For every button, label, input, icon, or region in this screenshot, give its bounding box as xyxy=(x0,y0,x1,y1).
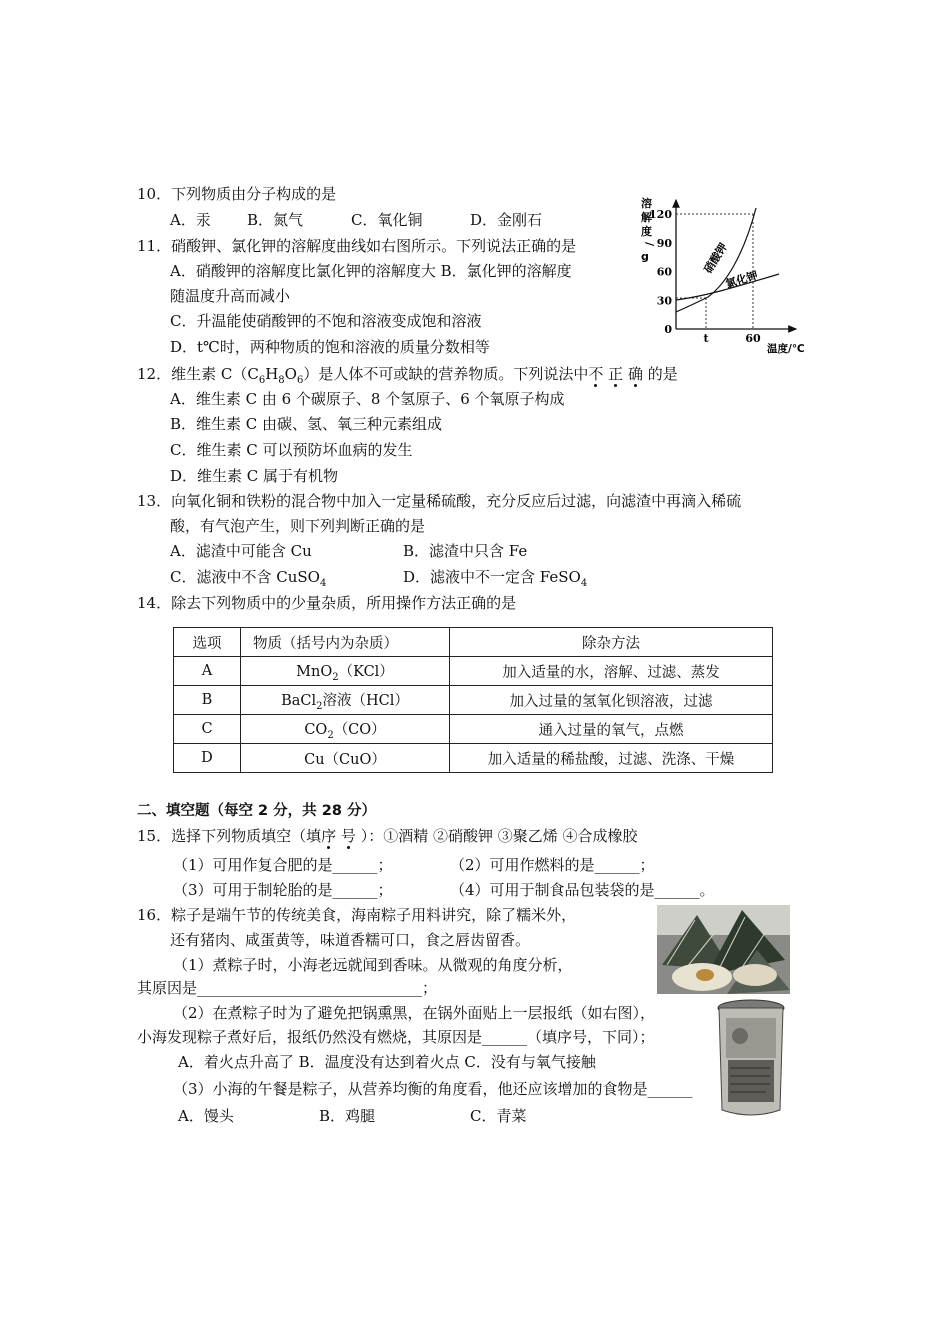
x-axis-label: 温度/℃ xyxy=(767,343,805,355)
q12-stem: 12．维生素 $C(C_6H_8O_6)$是人体不可或缺的营养物质。下列说法中不 正 确 的是 xyxy=(137,365,678,386)
q14-table xyxy=(173,627,773,773)
row-substance: MnO$_2$（KCl） xyxy=(241,657,450,686)
q10-option-d: D．金刚石 xyxy=(470,211,543,229)
y-tick-label: 0 xyxy=(664,323,672,336)
row-substance: Cu（CuO） xyxy=(241,744,450,773)
q11-stem: 11．硝酸钾、氯化钾的溶解度曲线如右图所示。下列说法正确的是 xyxy=(137,237,577,255)
q16-part-1-answer: 其原因是______________________________； xyxy=(137,979,438,997)
q15-part-3: （3）可用于制轮胎的是______； xyxy=(173,881,393,899)
q16-part-2-cont: 小海发现粽子煮好后，报纸仍然没有燃烧，其原因是______（填序号，下同）； xyxy=(137,1028,655,1046)
row-substance: $CO_2(CO)$ xyxy=(241,715,450,744)
y-tick-label: 60 xyxy=(656,265,672,279)
q13-option-b: B．滤渣中只含 Fe xyxy=(403,542,528,560)
q13-stem-cont: 酸，有气泡产生，则下列判断正确的是 xyxy=(170,517,426,535)
q12-option-c: C．维生素 C 可以预防坏血病的发生 xyxy=(170,441,413,459)
header-option: 选项 xyxy=(174,628,241,657)
q13-stem: 13．向氧化铜和铁粉的混合物中加入一定量稀硫酸，充分反应后过滤，向滤渣中再滴入稀硫 xyxy=(137,492,742,510)
y-tick-label: 30 xyxy=(656,294,672,308)
x-tick-label: 60 xyxy=(745,332,761,345)
q11-option-c: C．升温能使硝酸钾的不饱和溶液变成饱和溶液 xyxy=(170,312,482,330)
q12-option-a: A．维生素 C 由 6 个碳原子、8 个氢原子、6 个氧原子构成 xyxy=(170,390,565,408)
header-substance: 物质（括号内为杂质） xyxy=(241,628,450,657)
y-axis-label-char: 度 xyxy=(641,225,652,238)
series-kcl-label: 氯化钾 xyxy=(724,268,760,291)
table-row xyxy=(174,744,773,773)
q14-stem: 14．除去下列物质中的少量杂质，所用操作方法正确的是 xyxy=(137,594,517,612)
y-axis-label-char: / xyxy=(643,242,656,247)
q13-option-c: C．滤液中不含 CuSO$_4$ xyxy=(170,568,327,589)
q15-part-1: （1）可用作复合肥的是______； xyxy=(173,856,393,874)
table-row xyxy=(174,657,773,686)
y-axis-label-char: 解 xyxy=(641,211,652,224)
row-option: A xyxy=(174,657,241,686)
table-header-row xyxy=(174,628,773,657)
q11-option-d: D．t℃时，两种物质的饱和溶液的质量分数相等 xyxy=(170,338,490,356)
q16-part-3: （3）小海的午餐是粽子，从营养均衡的角度看，他还应该增加的食物是______ xyxy=(173,1080,693,1098)
section-title: 二、填空题（每空 2 分，共 28 分） xyxy=(137,803,376,819)
solubility-chart xyxy=(636,194,816,362)
zongzi-photo xyxy=(657,905,790,994)
q16-part-1: （1）煮粽子时，小海老远就闻到香味。从微观的角度分析， xyxy=(173,956,573,974)
q10-option-c: C．氧化铜 xyxy=(351,211,423,229)
row-option: D xyxy=(174,744,241,773)
table-row xyxy=(174,715,773,744)
q13-option-a: A．滤渣中可能含 Cu xyxy=(170,542,312,560)
x-tick-label: t xyxy=(703,332,709,345)
q16-part-2: （2）在煮粽子时为了避免把锅熏黑，在锅外面贴上一层报纸（如右图）， xyxy=(173,1004,656,1022)
y-axis-label xyxy=(641,196,656,263)
y-tick-label: 90 xyxy=(656,236,672,250)
q13-option-d: D．滤液中不一定含 FeSO$_4$ xyxy=(403,568,588,589)
row-option: B xyxy=(174,686,241,715)
row-substance: BaCl$_2$溶液（HCl） xyxy=(241,686,450,715)
table-row xyxy=(174,686,773,715)
q15-part-2: （2）可用作燃料的是______； xyxy=(450,856,655,874)
q16-stem-cont: 还有猪肉、咸蛋黄等，味道香糯可口，食之唇齿留香。 xyxy=(170,931,531,949)
q12-option-b: B．维生素 C 由碳、氢、氧三种元素组成 xyxy=(170,415,443,433)
q12-option-d: D．维生素 C 属于有机物 xyxy=(170,467,339,485)
row-option: C xyxy=(174,715,241,744)
q16-option-a: A．馒头 xyxy=(178,1107,234,1125)
q10-option-a: A．汞 xyxy=(170,211,211,229)
row-method: 加入适量的稀盐酸，过滤、洗涤、干燥 xyxy=(450,744,773,773)
pot-newspaper-photo xyxy=(716,998,786,1120)
header-method: 除杂方法 xyxy=(450,628,773,657)
q10-stem: 10．下列物质由分子构成的是 xyxy=(137,185,337,203)
y-tick-label: 120 xyxy=(649,208,672,221)
row-method: 加入过量的氢氧化钡溶液，过滤 xyxy=(450,686,773,715)
q16-option-b: B．鸡腿 xyxy=(319,1107,376,1125)
q16-part-2-options: A．着火点升高了 B．温度没有达到着火点 C．没有与氧气接触 xyxy=(178,1053,596,1071)
q11-option-ab: A．硝酸钾的溶解度比氯化钾的溶解度大 B．氯化钾的溶解度 xyxy=(170,262,572,280)
row-method: 通入过量的氧气，点燃 xyxy=(450,715,773,744)
row-method: 加入适量的水，溶解、过滤、蒸发 xyxy=(450,657,773,686)
q16-option-c: C．青菜 xyxy=(470,1107,527,1125)
q15-stem: 15．选择下列物质填空（填序 号 ）：①酒精 ②硝酸钾 ③聚乙烯 ④合成橡胶 xyxy=(137,827,638,845)
y-axis-label-char: 溶 xyxy=(641,197,652,210)
q15-part-4: （4）可用于制食品包装袋的是______。 xyxy=(450,881,715,899)
y-axis-label-char: g xyxy=(641,250,649,263)
q11-option-b-cont: 随温度升高而减小 xyxy=(170,287,291,305)
q16-stem: 16．粽子是端午节的传统美食，海南粽子用料讲究，除了糯米外， xyxy=(137,906,577,924)
q10-option-b: B．氮气 xyxy=(247,211,304,229)
series-kno3-label: 硝酸钾 xyxy=(701,240,731,276)
